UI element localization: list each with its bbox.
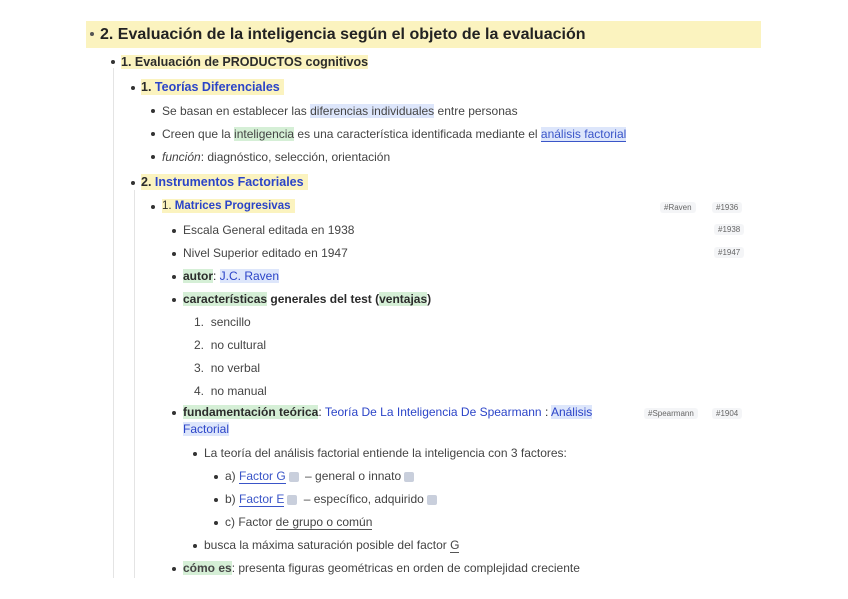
list-item-cont (183, 420, 229, 438)
highlight-text: ventajas (379, 292, 428, 306)
bullet[interactable] (214, 498, 218, 502)
bullet[interactable] (151, 205, 155, 209)
matrices-num: 1. (162, 200, 172, 212)
list-item (183, 290, 431, 308)
numbered-item (194, 313, 251, 331)
instrumentos-num: 2. (141, 175, 152, 189)
list-item (225, 467, 417, 485)
numbered-item (194, 359, 260, 377)
tag-spearmann[interactable]: #Spearmann (644, 408, 698, 419)
tag-1936[interactable]: #1936 (712, 202, 742, 213)
bullet[interactable] (151, 109, 155, 113)
num: 4. (194, 384, 205, 398)
num: 2. (194, 338, 205, 352)
bullet[interactable] (90, 32, 94, 36)
list-item: Escala General editada en 1938 (183, 223, 355, 237)
text: : presenta figuras geométricas en orden de complejidad creciente (231, 561, 580, 575)
list-item: La teoría del análisis factorial entiende la inteligencia con 3 factores: (204, 446, 567, 460)
text: – específico, adquirido (300, 492, 424, 506)
bullet[interactable] (172, 252, 176, 256)
text: a) (225, 469, 240, 483)
text: sencillo (210, 315, 251, 329)
bullet[interactable] (193, 452, 197, 456)
tag-1947[interactable]: #1947 (714, 247, 744, 258)
text: busca la máxima saturación posible del factor (204, 538, 451, 552)
text: : diagnóstico, selección, orientación (200, 150, 391, 164)
text: función (162, 150, 201, 164)
label: características (183, 292, 268, 306)
bullet[interactable] (214, 521, 218, 525)
text: generales del test ( (267, 292, 380, 306)
list-item (225, 513, 372, 531)
link-factorial[interactable]: Factorial (183, 422, 230, 436)
instrumentos-label[interactable]: Instrumentos Factoriales (154, 175, 304, 189)
link-g[interactable]: G (450, 538, 460, 552)
num: 3. (194, 361, 205, 375)
text: : (213, 269, 220, 283)
list-item (162, 102, 518, 120)
list-item (183, 559, 580, 577)
link-analisis[interactable]: Análisis (550, 405, 593, 419)
tag-1938[interactable]: #1938 (714, 224, 744, 235)
text: c) Factor (225, 515, 276, 529)
list-item: Nivel Superior editado en 1947 (183, 246, 348, 260)
bullet[interactable] (172, 411, 176, 415)
embed-icon[interactable] (289, 472, 299, 482)
label: autor (183, 269, 213, 283)
link-factor-e[interactable]: Factor E (239, 492, 285, 506)
instrumentos-heading (141, 173, 308, 191)
text: entre personas (434, 104, 518, 118)
list-item (162, 148, 390, 166)
bullet[interactable] (172, 298, 176, 302)
teorias-num: 1. (141, 80, 152, 94)
bullet[interactable] (131, 86, 135, 90)
list-item (162, 125, 626, 143)
bullet[interactable] (193, 544, 197, 548)
embed-icon[interactable] (287, 495, 297, 505)
matrices-heading (162, 197, 295, 215)
embed-icon[interactable] (427, 495, 437, 505)
bullet[interactable] (131, 181, 135, 185)
bullet[interactable] (214, 475, 218, 479)
bullet[interactable] (151, 132, 155, 136)
link-spearmann[interactable]: Teoría De La Inteligencia De Spearmann (324, 405, 542, 419)
highlight-text: diferencias individuales (310, 104, 435, 118)
matrices-label[interactable]: Matrices Progresivas (174, 200, 291, 212)
list-item (183, 267, 279, 285)
text: no verbal (210, 361, 261, 375)
text: ) (427, 292, 432, 306)
bullet[interactable] (172, 567, 176, 571)
embed-icon[interactable] (404, 472, 414, 482)
label: fundamentación teórica (183, 405, 319, 419)
text: no manual (210, 384, 267, 398)
bullet[interactable] (111, 60, 115, 64)
text: : (541, 405, 551, 419)
text: Creen que la (162, 127, 235, 141)
num: 1. (194, 315, 205, 329)
label: cómo es (183, 561, 232, 575)
indent-guide (113, 68, 114, 578)
list-item (183, 403, 592, 421)
numbered-item (194, 336, 266, 354)
section-label: 1. Evaluación de PRODUCTOS cognitivos (121, 55, 369, 69)
bullet[interactable] (172, 275, 176, 279)
teorias-label[interactable]: Teorías Diferenciales (154, 80, 280, 94)
text: no cultural (210, 338, 267, 352)
link-factor-g[interactable]: Factor G (239, 469, 286, 483)
text: – general o innato (301, 469, 402, 483)
bullet[interactable] (151, 155, 155, 159)
text: Se basan en establecer las (162, 104, 311, 118)
list-item (204, 536, 459, 554)
teorias-heading (141, 78, 284, 96)
link-raven[interactable]: J.C. Raven (219, 269, 280, 283)
indent-guide (134, 190, 135, 578)
text: es una característica identificada mediante el (294, 127, 541, 141)
tag-1904[interactable]: #1904 (712, 408, 742, 419)
tag-raven[interactable]: #Raven (660, 202, 696, 213)
link-factor-grupo[interactable]: de grupo o común (275, 515, 373, 529)
list-item (225, 490, 440, 508)
page-title: 2. Evaluación de la inteligencia según el objeto de la evaluación (100, 26, 586, 43)
numbered-item (194, 382, 267, 400)
text: b) (225, 492, 240, 506)
highlight-text: inteligencia (234, 127, 295, 141)
bullet[interactable] (172, 229, 176, 233)
section-heading (121, 53, 368, 71)
link-analisis-factorial[interactable]: análisis factorial (540, 127, 627, 141)
text: : (318, 405, 325, 419)
